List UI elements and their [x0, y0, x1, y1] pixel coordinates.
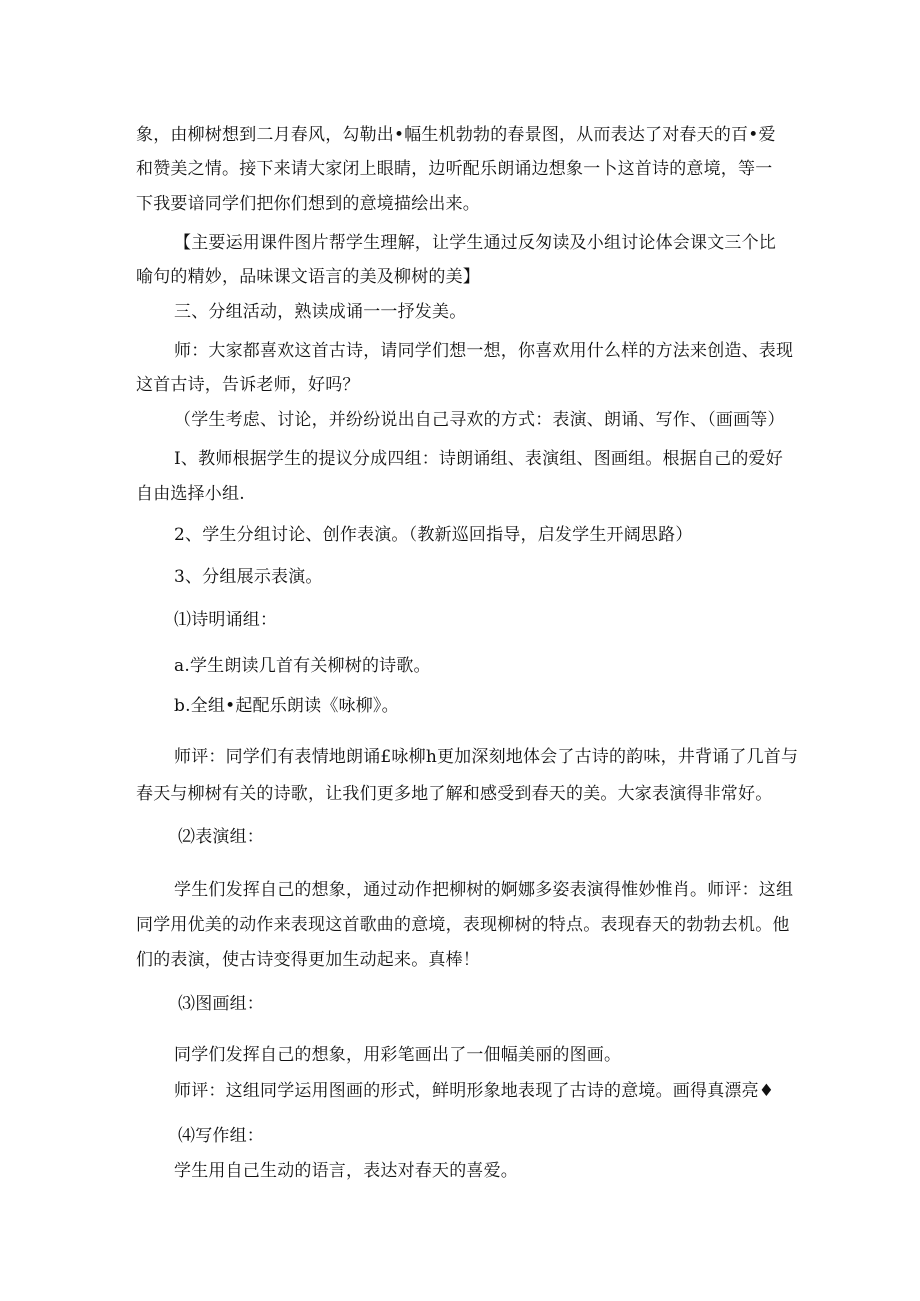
paragraph-line: 喻句的精妙，品味课文语言的美及柳树的美】 [136, 267, 480, 287]
paragraph-line: 和赞美之情。接下来请大家闭上眼睛，边听配乐朗诵边想象一卜这首诗的意境，等一 [136, 159, 773, 179]
paragraph-line: I、教师根据学生的提议分成四组：诗朗诵组、表演组、图画组。根据自己的爱好 [174, 449, 783, 469]
paragraph-line: （学生考虑、讨论，并纷纷说出自己寻欢的方式：表演、朗诵、写作、（画画等） [174, 410, 785, 430]
paragraph-line: 春天与柳树有关的诗歌，让我们更多地了解和感受到春天的美。大家表演得非常好。 [136, 784, 773, 804]
paragraph-line: 学生们发挥自己的想象，通过动作把柳树的婀娜多姿表演得惟妙惟肖。师评：这组 [174, 880, 794, 900]
paragraph-line: 2、学生分组讨论、创作表演。（教新巡回指导，启发学生开阔思路） [174, 525, 693, 545]
group-heading: ⑵表演组： [178, 827, 264, 847]
paragraph-line: 师评：这组同学运用图画的形式，鲜明形象地表现了古诗的意境。画得真漂亮♦ [174, 1081, 775, 1101]
paragraph-line: 师：大家都喜欢这首古诗，请同学们想一想，你喜欢用什么样的方法来创造、表现 [174, 341, 794, 361]
paragraph-line: 下我要谙同学们把你们想到的意境描绘出来。 [136, 194, 480, 214]
paragraph-line: 同学用优美的动作来表现这首歌曲的意境，表现柳树的特点。表现春天的勃勃去机。他 [136, 915, 790, 935]
paragraph-line: 3、分组展示表演。 [174, 567, 323, 587]
paragraph-line: 这首古诗，告诉老师，好吗？ [136, 375, 360, 395]
paragraph-line: 学生用自己生动的语言，表达对春天的喜爱。 [174, 1161, 518, 1181]
paragraph-line: 【主要运用课件图片帮学生理解，让学生通过反匆读及小组讨论体会课文三个比 [174, 233, 776, 253]
paragraph-line: 们的表演，使古诗变得更加生动起来。真棒！ [136, 950, 480, 970]
paragraph-line: 同学们发挥自己的想象，用彩笔画出了一佃幅美丽的图画。 [174, 1045, 622, 1065]
paragraph-line: 自由选择小组. [136, 484, 245, 504]
list-item: a.学生朗读几首有关柳树的诗歌。 [174, 656, 431, 676]
list-item: b.全组•起配乐朗读《咏柳》。 [174, 696, 399, 716]
paragraph-line: 象，由柳树想到二月春风，勾勒出•幅生机勃勃的春景图，从而表达了对春天的百•爱 [136, 125, 776, 145]
group-heading: ⑴诗明诵组： [174, 610, 278, 630]
group-heading: ⑶图画组： [178, 994, 264, 1014]
paragraph-line: 师评：同学们有表情地朗诵£咏柳h更加深刻地体会了古诗的韵味，井背诵了几首与 [174, 747, 799, 767]
group-heading: ⑷写作组： [178, 1126, 264, 1146]
section-heading: 三、分组活动，熟读成诵一一抒发美。 [174, 302, 467, 322]
